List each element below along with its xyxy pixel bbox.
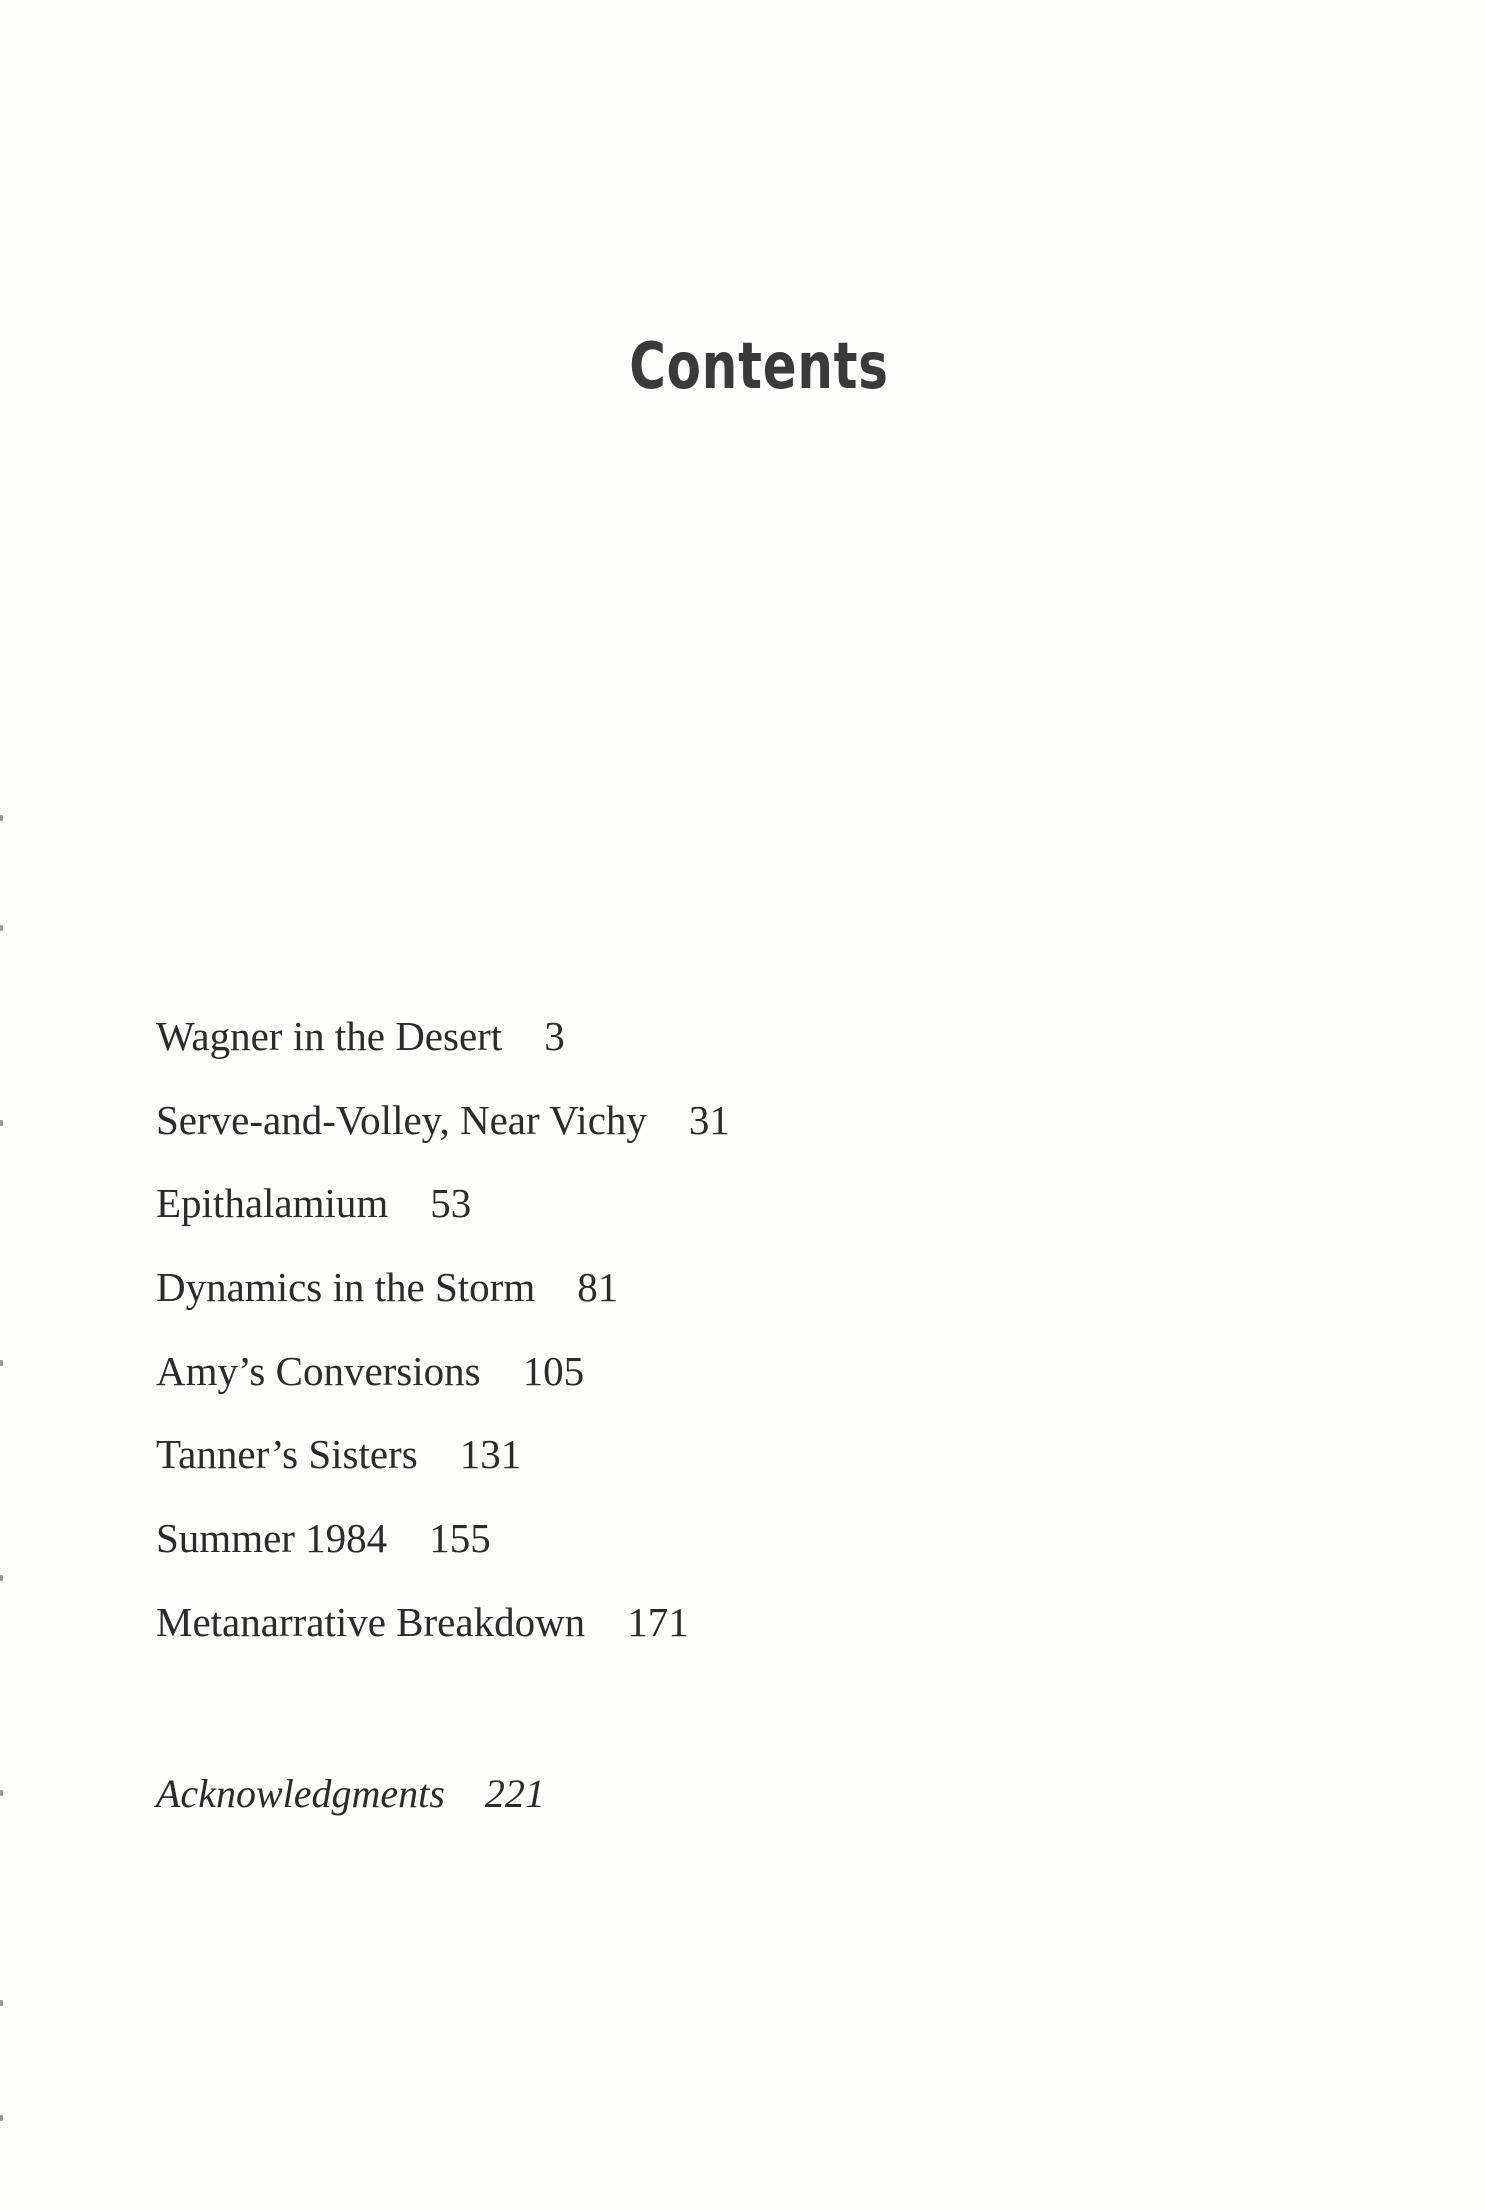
acknowledgments-page: 221 (484, 1771, 545, 1816)
toc-entry-title: Wagner in the Desert (156, 1013, 503, 1059)
toc-entry-page: 171 (627, 1598, 689, 1645)
toc-entry[interactable] (156, 1598, 730, 1682)
toc-entry-title: Serve-and-Volley, Near Vichy (156, 1096, 647, 1143)
scan-edge-mark (0, 1790, 3, 1796)
scan-edge-mark (0, 815, 3, 821)
scan-edge-mark (0, 2000, 3, 2006)
toc-entry-page: 31 (688, 1096, 730, 1143)
toc-back-matter-entry[interactable] (156, 1770, 545, 1818)
toc-entry-page: 155 (429, 1515, 491, 1562)
toc-entry-page: 53 (430, 1180, 472, 1227)
toc-entry[interactable] (156, 1179, 730, 1263)
toc-list (156, 1012, 730, 1682)
toc-entry-title: Summer 1984 (156, 1515, 388, 1562)
toc-entry-title: Tanner’s Sisters (156, 1431, 418, 1478)
acknowledgments-title: Acknowledgments (156, 1771, 445, 1816)
scan-edge-mark (0, 1360, 3, 1366)
toc-entry-page: 131 (459, 1431, 522, 1478)
toc-entry[interactable] (156, 1514, 730, 1598)
scan-edge-mark (0, 1120, 3, 1126)
toc-entry-page: 105 (522, 1347, 585, 1394)
toc-entry-title: Dynamics in the Storm (156, 1264, 536, 1311)
toc-entry-title: Epithalamium (156, 1180, 389, 1227)
scan-edge-mark (0, 925, 3, 931)
scan-edge-mark (0, 1575, 3, 1581)
toc-entry-title: Amy’s Conversions (156, 1347, 481, 1394)
toc-entry[interactable] (156, 1347, 730, 1431)
toc-entry[interactable] (156, 1096, 730, 1180)
toc-entry[interactable] (156, 1263, 730, 1347)
scan-edge-mark (0, 2115, 3, 2121)
toc-entry-title: Metanarrative Breakdown (156, 1598, 586, 1645)
toc-entry-page: 81 (577, 1264, 619, 1311)
toc-entry[interactable] (156, 1430, 730, 1514)
toc-entry[interactable] (156, 1012, 730, 1096)
toc-entry-page: 3 (544, 1013, 565, 1059)
page-title: Contents (629, 330, 889, 404)
